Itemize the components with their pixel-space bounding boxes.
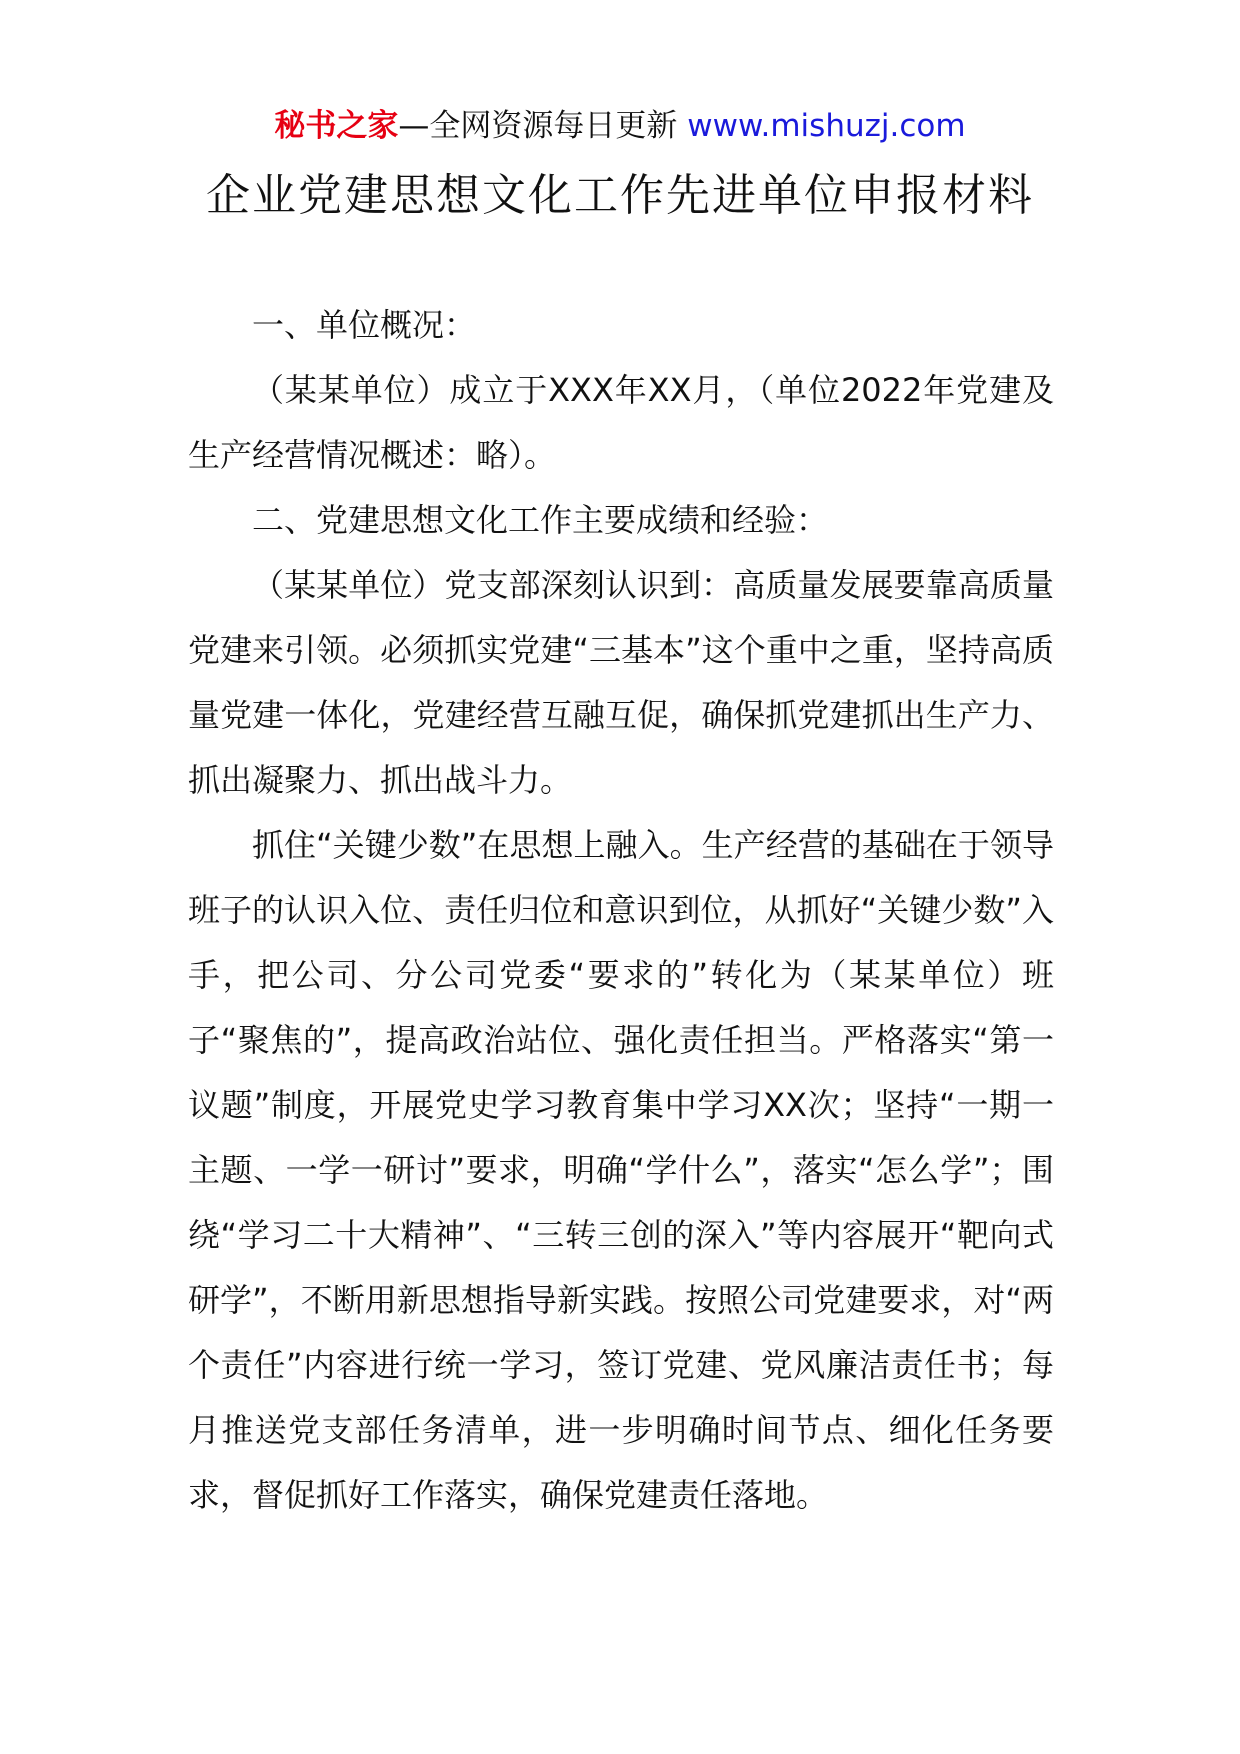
brand-slogan: —全网资源每日更新 [398,108,678,144]
brand-url[interactable]: www.mishuzj.com [687,108,966,144]
document-body [188,293,1054,1528]
paragraph-key-minority: 抓住“关键少数”在思想上融入。生产经营的基础在于领导班子的认识入位、责任归位和意识到位，从抓好“关键少数”入手，把公司、分公司党委“要求的”转化为（某某单位）班子“聚焦的”，提高政治站位、强化责任担当。严格落实“第一议题”制度，开展党史学习教育集中学习XX次；坚持“一期一主题、一学一研讨”要求，明确“学什么”，落实“怎么学”；围绕“学习二十大精神”、“三转三创的深入”等内容展开“靶向式研学”，不断用新思想指导新实践。按照公司党建要求，对“两个责任”内容进行统一学习，签订党建、党风廉洁责任书；每月推送党支部任务清单，进一步明确时间节点、细化任务要求，督促抓好工作落实，确保党建责任落地。 [188,826,1054,1514]
section-heading-overview: 一、单位概况： [252,306,477,344]
paragraph-understanding: （某某单位）党支部深刻认识到：高质量发展要靠高质量党建来引领。必须抓实党建“三基本”这个重中之重，坚持高质量党建一体化，党建经营互融互促，确保抓党建抓出生产力、抓出凝聚力、抓出战斗力。 [188,566,1054,799]
document-title: 企业党建思想文化工作先进单位申报材料 [206,170,1034,221]
watermark-header [0,104,1240,148]
section-heading-achievements: 二、党建思想文化工作主要成绩和经验： [252,501,829,539]
paragraph-overview: （某某单位）成立于XXX年XX月，（单位2022年党建及生产经营情况概述：略）。 [188,371,1054,474]
brand-name: 秘书之家 [274,108,399,144]
